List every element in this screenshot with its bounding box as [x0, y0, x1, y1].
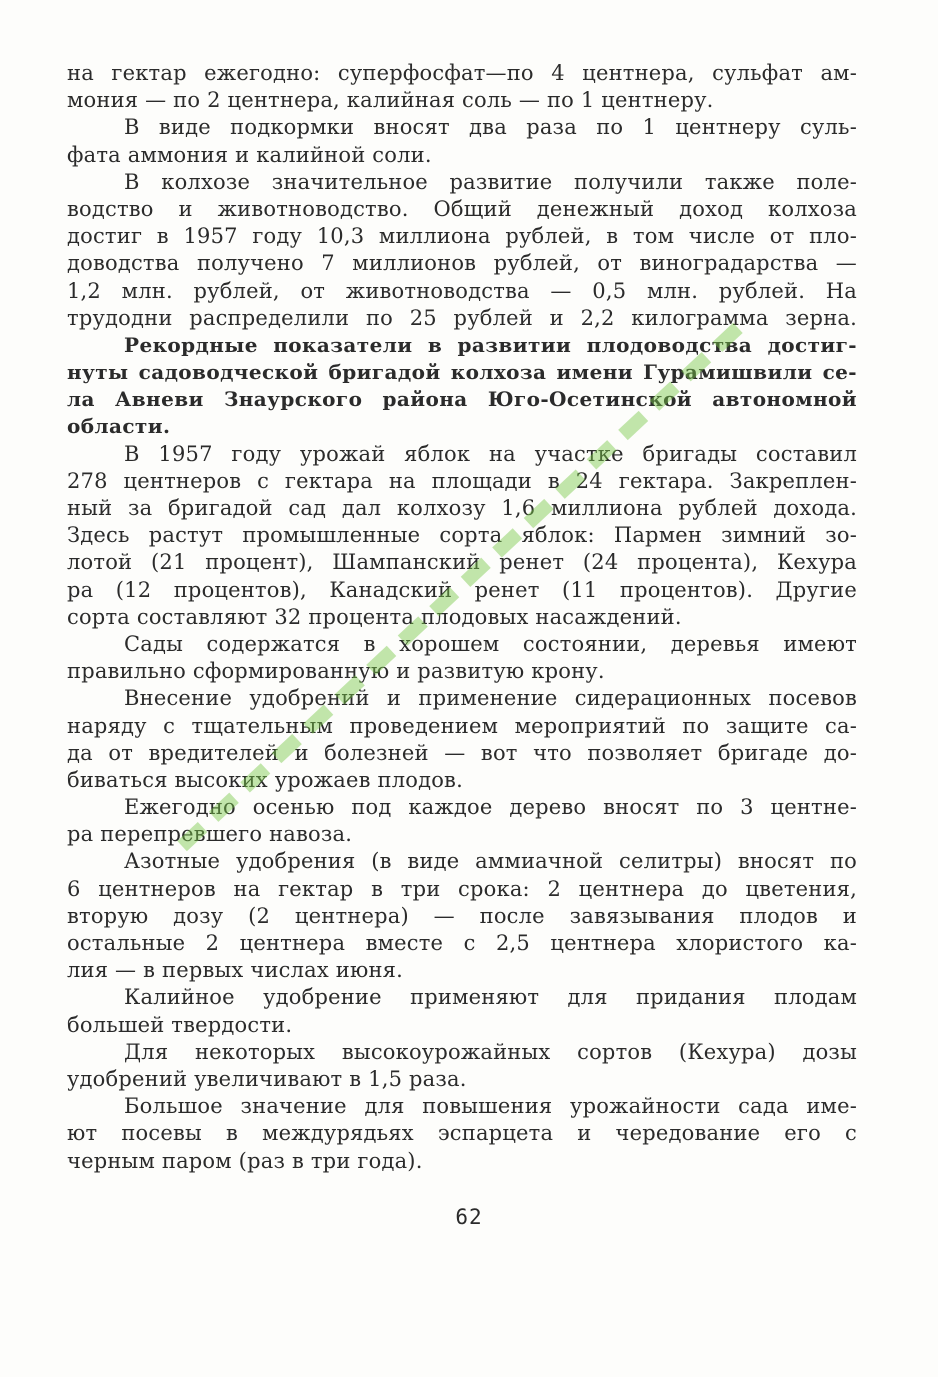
- text-line: Большое значение для повышения урожайности сада име-: [124, 1094, 857, 1119]
- text-line: мония — по 2 центнера, калийная соль — по 1 центнеру.: [67, 88, 714, 113]
- text-line: остальные 2 центнера вместе с 2,5 центнера хлористого ка-: [67, 931, 857, 955]
- text-line: сорта составляют 32 процента плодовых насаждений.: [67, 604, 682, 629]
- text-line: Здесь растут промышленные сорта яблок: Пармен зимний зо-: [67, 523, 857, 548]
- text-line: достиг в 1957 году 10,3 миллиона рублей, в том числе от пло-: [67, 224, 857, 249]
- text-line: ра (12 процентов), Канадский ренет (11 процентов). Другие: [67, 577, 857, 602]
- text-line: Внесение удобрений и применение сидерационных посевов: [124, 686, 857, 711]
- text-line: черным паром (раз в три года).: [67, 1148, 423, 1173]
- text-line: лия — в первых числах июня.: [67, 958, 403, 983]
- text-line: Для некоторых высокоурожайных сортов (Кехура) дозы: [124, 1039, 857, 1064]
- body-text: [67, 60, 857, 1175]
- text-line: водство и животноводство. Общий денежный доход колхоза: [67, 196, 857, 221]
- text-line: В виде подкормки вносят два раза по 1 центнеру суль-: [124, 115, 857, 140]
- text-line: В 1957 году урожай яблок на участке бригады составил: [124, 441, 857, 466]
- text-line: ла Авневи Знаурского района Юго-Осетинской автономной: [67, 387, 857, 412]
- text-line: Азотные удобрения (в виде аммиачной селитры) вносят по: [124, 849, 857, 874]
- text-line: лотой (21 процент), Шампанский ренет (24 процента), Кехура: [67, 550, 857, 575]
- text-line: большей твердости.: [67, 1012, 293, 1037]
- text-line: биваться высоких урожаев плодов.: [67, 767, 463, 792]
- text-line: наряду с тщательным проведением мероприятий по защите са-: [67, 713, 857, 738]
- text-line: нуты садоводческой бригадой колхоза имени Гурамишвили се-: [67, 360, 857, 385]
- text-line: правильно сформированную и развитую крону.: [67, 659, 605, 684]
- text-line: фата аммония и калийной соли.: [67, 142, 432, 167]
- text-line: ют посевы в междурядьях эспарцета и чередование его с: [67, 1121, 857, 1146]
- page-number: 62: [455, 1205, 483, 1229]
- text-line: В колхозе значительное развитие получили также поле-: [124, 169, 857, 194]
- text-line: Рекордные показатели в развитии плодоводства достиг-: [124, 332, 857, 357]
- text-line: 1,2 млн. рублей, от животноводства — 0,5 млн. рублей. На: [67, 278, 857, 303]
- text-line: 278 центнеров с гектара на площади в 24 гектара. Закреплен-: [67, 468, 857, 493]
- text-line: трудодни распределили по 25 рублей и 2,2 килограмма зерна.: [67, 305, 857, 330]
- text-line: области.: [67, 414, 171, 439]
- text-line: да от вредителей и болезней — вот что позволяет бригаде до-: [67, 740, 857, 765]
- text-line: вторую дозу (2 центнера) — после завязывания плодов и: [67, 903, 857, 928]
- text-line: 6 центнеров на гектар в три срока: 2 центнера до цветения,: [67, 876, 857, 901]
- text-line: на гектар ежегодно: суперфосфат—по 4 центнера, сульфат ам-: [67, 61, 857, 85]
- text-line: ра перепревшего навоза.: [67, 822, 353, 847]
- text-line: Сады содержатся в хорошем состоянии, деревья имеют: [124, 631, 857, 656]
- text-line: доводства получено 7 миллионов рублей, от виноградарства —: [67, 251, 857, 276]
- text-line: удобрений увеличивают в 1,5 раза.: [67, 1066, 467, 1091]
- text-line: Калийное удобрение применяют для придания плодам: [124, 985, 857, 1010]
- text-line: ный за бригадой сад дал колхозу 1,6 миллиона рублей дохода.: [67, 496, 857, 520]
- text-line: Ежегодно осенью под каждое дерево вносят по 3 центне-: [124, 795, 857, 820]
